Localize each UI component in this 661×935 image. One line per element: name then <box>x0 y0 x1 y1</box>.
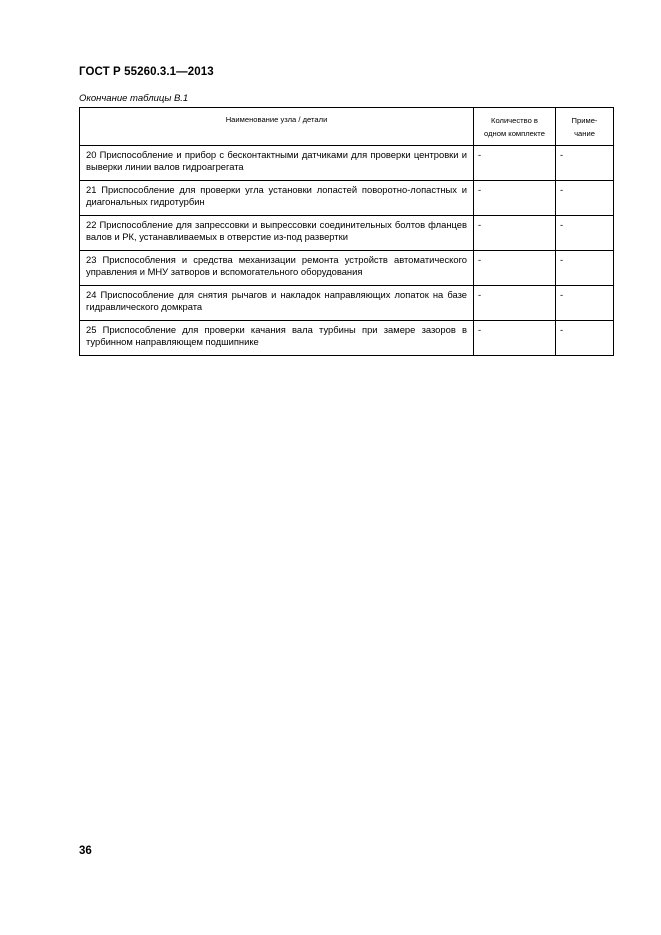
cell-note: - <box>556 146 614 181</box>
table-row <box>80 216 614 251</box>
table-caption: Окончание таблицы В.1 <box>79 93 189 104</box>
header-note-line1: Приме- <box>571 115 598 125</box>
header-quantity <box>474 108 556 146</box>
cell-item-name: 24 Приспособление для снятия рычагов и накладок направляющих лопаток на базе гидравлического домкрата <box>80 286 474 321</box>
cell-quantity: - <box>474 321 556 356</box>
cell-note: - <box>556 181 614 216</box>
table-row <box>80 286 614 321</box>
cell-quantity: - <box>474 251 556 286</box>
cell-item-name: 23 Приспособления и средства механизации ремонта устройств автоматического управления и МНУ затворов и вспомогательного оборудования <box>80 251 474 286</box>
table-header-row <box>80 108 614 146</box>
cell-note: - <box>556 321 614 356</box>
header-quantity-line2: одном комплекте <box>484 128 545 138</box>
cell-item-name: 25 Приспособление для проверки качания вала турбины при замере зазоров в турбинном направляющем подшипнике <box>80 321 474 356</box>
document-header: ГОСТ Р 55260.3.1—2013 <box>79 66 214 78</box>
cell-item-name: 21 Приспособление для проверки угла установки лопастей поворотно-лопастных и диагональных гидротурбин <box>80 181 474 216</box>
cell-note: - <box>556 286 614 321</box>
cell-quantity: - <box>474 146 556 181</box>
table-row <box>80 181 614 216</box>
cell-note: - <box>556 251 614 286</box>
equipment-table <box>79 107 614 356</box>
cell-item-name: 20 Приспособление и прибор с бесконтактными датчиками для проверки центровки и выверки линии валов гидроагрегата <box>80 146 474 181</box>
cell-note: - <box>556 216 614 251</box>
header-note-line2: чание <box>574 128 595 138</box>
header-note <box>556 108 614 146</box>
header-quantity-line1: Количество в <box>491 115 538 125</box>
table-row <box>80 146 614 181</box>
table-row <box>80 251 614 286</box>
cell-quantity: - <box>474 216 556 251</box>
page-number: 36 <box>79 845 92 857</box>
table-row <box>80 321 614 356</box>
cell-quantity: - <box>474 181 556 216</box>
header-name: Наименование узла / детали <box>80 108 474 146</box>
cell-quantity: - <box>474 286 556 321</box>
cell-item-name: 22 Приспособление для запрессовки и выпрессовки соединительных болтов фланцев валов и РК, устанавливаемых в отверстие из-под развертки <box>80 216 474 251</box>
